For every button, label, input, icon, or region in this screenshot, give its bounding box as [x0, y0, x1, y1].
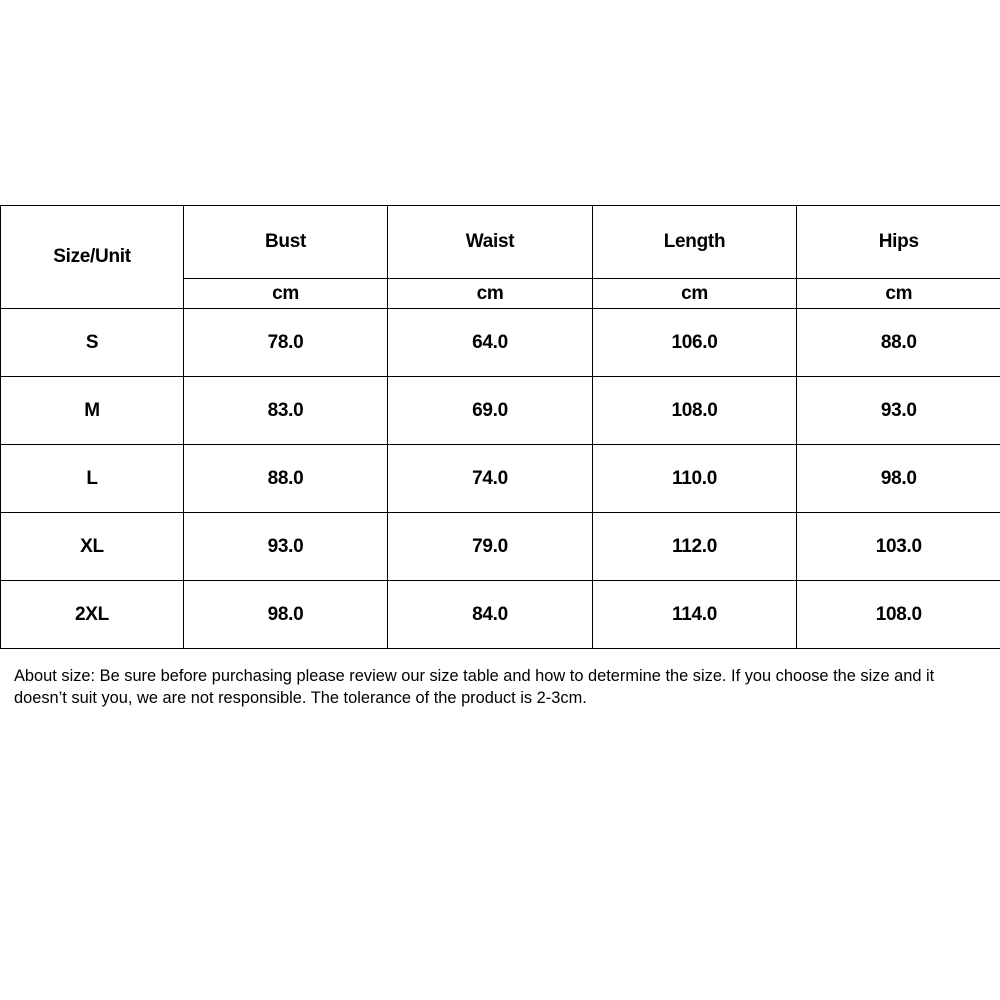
bust-value: 98.0	[184, 581, 388, 649]
length-value: 106.0	[593, 309, 797, 377]
waist-value: 69.0	[388, 377, 593, 445]
hips-value: 93.0	[797, 377, 1000, 445]
hips-value: 88.0	[797, 309, 1000, 377]
waist-value: 79.0	[388, 513, 593, 581]
hips-value: 108.0	[797, 581, 1000, 649]
waist-value: 74.0	[388, 445, 593, 513]
column-header-length: Length	[593, 206, 797, 279]
column-header-bust: Bust	[184, 206, 388, 279]
bust-value: 83.0	[184, 377, 388, 445]
hips-value: 98.0	[797, 445, 1000, 513]
table-row	[1, 445, 1000, 513]
size-disclaimer-note: About size: Be sure before purchasing please review our size table and how to determine the size. If you choose the size and it doesn’t suit you, we are not responsible. The tolerance of the product is 2-3cm.	[14, 667, 935, 707]
waist-value: 64.0	[388, 309, 593, 377]
column-header-hips: Hips	[797, 206, 1000, 279]
unit-length: cm	[593, 279, 797, 309]
size-label: M	[1, 377, 184, 445]
column-header-waist: Waist	[388, 206, 593, 279]
waist-value: 84.0	[388, 581, 593, 649]
size-label: L	[1, 445, 184, 513]
bust-value: 93.0	[184, 513, 388, 581]
size-label: S	[1, 309, 184, 377]
size-table	[0, 205, 1000, 649]
length-value: 110.0	[593, 445, 797, 513]
table-row	[1, 513, 1000, 581]
length-value: 112.0	[593, 513, 797, 581]
size-label: XL	[1, 513, 184, 581]
unit-hips: cm	[797, 279, 1000, 309]
hips-value: 103.0	[797, 513, 1000, 581]
bust-value: 78.0	[184, 309, 388, 377]
size-unit-header: Size/Unit	[1, 206, 184, 309]
length-value: 108.0	[593, 377, 797, 445]
table-row	[1, 377, 1000, 445]
table-row	[1, 581, 1000, 649]
table-header-row	[1, 206, 1000, 279]
length-value: 114.0	[593, 581, 797, 649]
table-row	[1, 309, 1000, 377]
bust-value: 88.0	[184, 445, 388, 513]
unit-bust: cm	[184, 279, 388, 309]
unit-waist: cm	[388, 279, 593, 309]
size-label: 2XL	[1, 581, 184, 649]
